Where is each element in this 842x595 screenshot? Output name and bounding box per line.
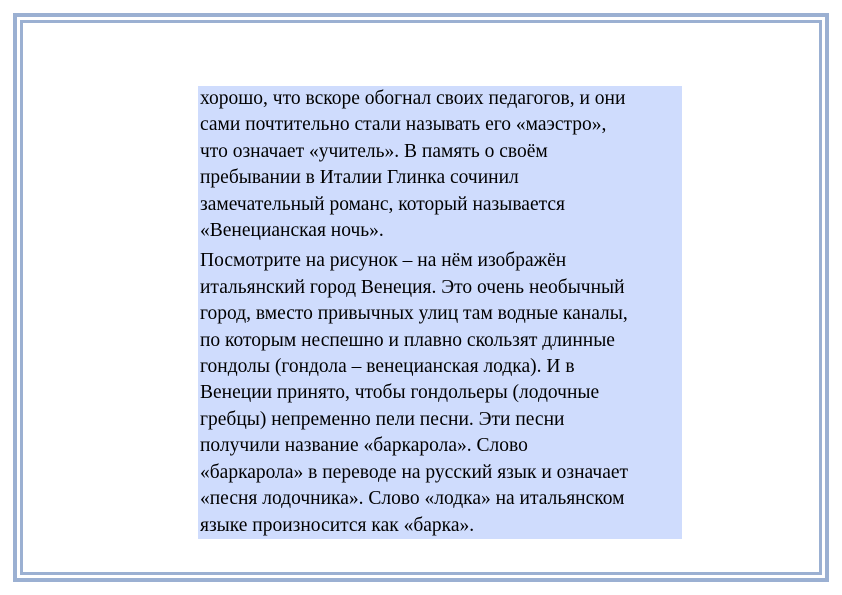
paragraph-glinka: хорошо, что вскоре обогнал своих педагогов, и они сами почтительно стали называть его «маэстро», что означает «учитель». В память о своём пребывании в Италии Глинка сочинил замечательный романс, который называется «Венецианская ночь».: [200, 88, 626, 242]
text-box[interactable]: [198, 86, 682, 539]
paragraph-venice: Посмотрите на рисунок – на нём изображён итальянский город Венеция. Это очень необычный город, вместо привычных улиц там водные каналы, по которым неспешно и плавно скользят длинные гондолы (гондола – венецианская лодка). И в Венеции принято, чтобы гондольеры (лодочные гребцы) непременно пели песни. Эти песни получили название «баркарола». Слово «баркарола» в переводе на русский язык и означает «песня лодочника». Слово «лодка» на итальянском языке произносится как «барка».: [200, 250, 629, 536]
